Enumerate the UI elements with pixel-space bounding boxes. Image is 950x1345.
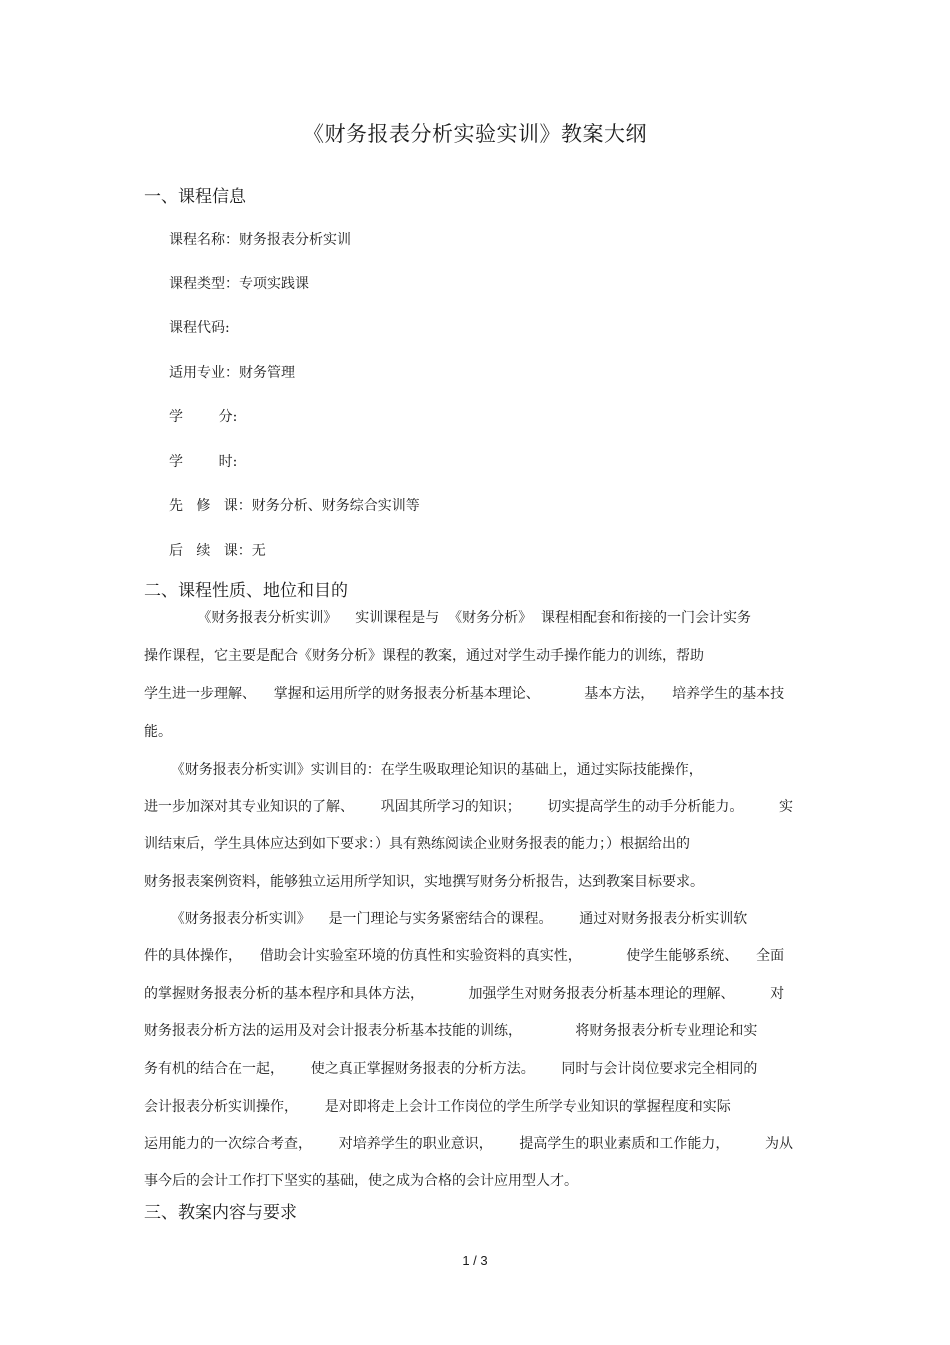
section-heading-course-info: 一、课程信息 xyxy=(144,187,246,207)
info-course-type: 课程类型：专项实践课 xyxy=(169,276,309,292)
paragraph-line: 训结束后，学生具体应达到如下要求：）具有熟练阅读企业财务报表的能力；）根据给出的 xyxy=(144,836,690,852)
info-course-code: 课程代码: xyxy=(169,320,230,336)
paragraph-line: 进一步加深对其专业知识的了解、 巩固其所学习的知识； 切实提高学生的动手分析能力。 实 xyxy=(144,799,794,815)
info-major: 适用专业：财务管理 xyxy=(169,365,295,381)
info-course-name: 课程名称：财务报表分析实训 xyxy=(169,232,351,248)
info-prerequisites: 先 修 课：财务分析、财务综合实训等 xyxy=(169,498,420,514)
paragraph-line: 事今后的会计工作打下坚实的基础，使之成为合格的会计应用型人才。 xyxy=(144,1173,578,1189)
section-heading-content-requirements: 三、教案内容与要求 xyxy=(144,1203,297,1223)
paragraph-line: 运用能力的一次综合考查， 对培养学生的职业意识， 提高学生的职业素质和工作能力， 为从 xyxy=(144,1136,794,1152)
info-hours: 学 时: xyxy=(169,454,238,470)
info-credits: 学 分: xyxy=(169,409,238,425)
paragraph-line: 财务报表分析方法的运用及对会计报表分析基本技能的训练， 将财务报表分析专业理论和实 xyxy=(144,1023,758,1039)
info-follow-up-courses: 后 续 课：无 xyxy=(169,543,266,559)
paragraph-line: 务有机的结合在一起， 使之真正掌握财务报表的分析方法。 同时与会计岗位要求完全相同的 xyxy=(144,1061,758,1077)
paragraph-line: 操作课程，它主要是配合《财务分析》课程的教案，通过对学生动手操作能力的训练，帮助 xyxy=(144,648,704,664)
paragraph-line: 《财务报表分析实训》实训目的：在学生吸取理论知识的基础上，通过实际技能操作， xyxy=(144,762,703,778)
section-heading-nature-purpose: 二、课程性质、地位和目的 xyxy=(144,581,348,601)
paragraph-line: 财务报表案例资料，能够独立运用所学知识，实地撰写财务分析报告，达到教案目标要求。 xyxy=(144,874,704,890)
page-number: 1 / 3 xyxy=(462,1253,488,1268)
paragraph-line: 件的具体操作， 借助会计实验室环境的仿真性和实验资料的真实性， 使学生能够系统、 全面 xyxy=(144,948,785,964)
paragraph-line: 会计报表分析实训操作， 是对即将走上会计工作岗位的学生所学专业知识的掌握程度和实际 xyxy=(144,1099,731,1115)
paragraph-line: 的掌握财务报表分析的基本程序和具体方法， 加强学生对财务报表分析基本理论的理解、 对 xyxy=(144,986,785,1002)
document-title: 《财务报表分析实验实训》教案大纲 xyxy=(303,122,647,146)
paragraph-line: 学生进一步理解、 掌握和运用所学的财务报表分析基本理论、 基本方法， 培养学生的基本技 xyxy=(144,686,785,702)
paragraph-line: 《财务报表分析实训》 实训课程是与 《财务分析》 课程相配套和衔接的一门会计实务 xyxy=(144,610,752,626)
paragraph-line: 能。 xyxy=(144,724,172,740)
paragraph-line: 《财务报表分析实训》 是一门理论与实务紧密结合的课程。 通过对财务报表分析实训软 xyxy=(144,911,748,927)
